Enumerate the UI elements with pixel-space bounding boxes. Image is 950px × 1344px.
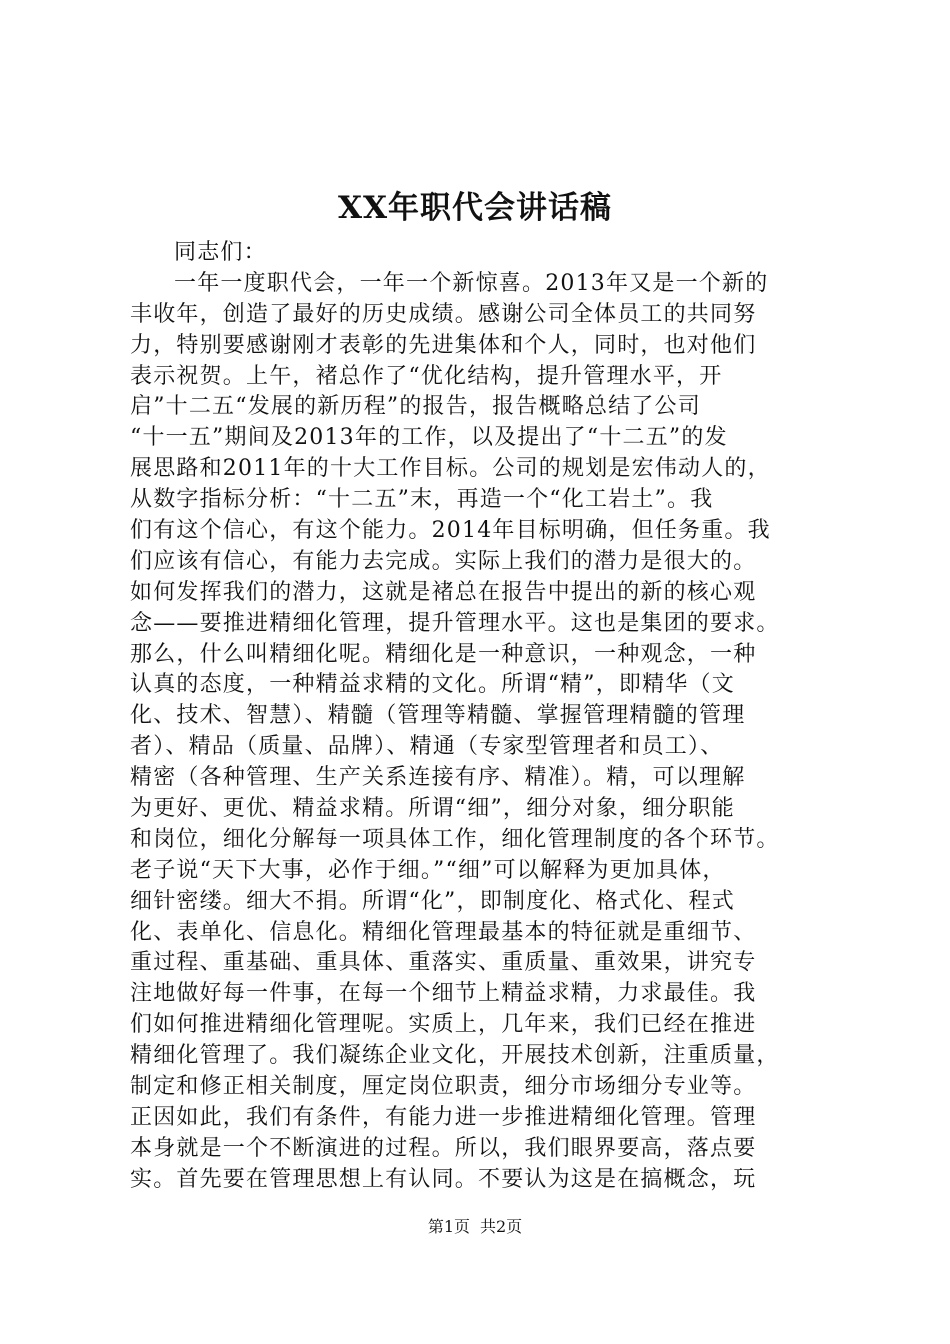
body-line: 精密（各种管理、生产关系连接有序、精准）。精，可以理解 [130, 765, 746, 791]
body-line: 实。首先要在管理思想上有认同。不要认为这是在搞概念，玩 [130, 1166, 757, 1192]
body-line: “十一五”期间及2013年的工作，以及提出了“十二五”的发 [130, 425, 728, 451]
body-line: 者）、精品（质量、品牌）、精通（专家型管理者和员工）、 [130, 734, 724, 760]
body-line: 如何发挥我们的潜力，这就是褚总在报告中提出的新的核心观 [130, 579, 757, 605]
body-line: 化、表单化、信息化。精细化管理最基本的特征就是重细节、 [130, 919, 757, 945]
body-line: 一年一度职代会，一年一个新惊喜。2013年又是一个新的 [174, 270, 769, 296]
body-line: 表示祝贺。上午，褚总作了“优化结构，提升管理水平，开 [130, 363, 723, 389]
body-line: 们应该有信心，有能力去完成。实际上我们的潜力是很大的。 [130, 548, 757, 574]
body-line: 本身就是一个不断演进的过程。所以，我们眼界要高，落点要 [130, 1135, 757, 1161]
body-line: 那么，什么叫精细化呢。精细化是一种意识，一种观念，一种 [130, 641, 757, 667]
document-body [130, 238, 830, 1196]
body-line: 制定和修正相关制度，厘定岗位职责，细分市场细分专业等。 [130, 1074, 757, 1100]
body-line: 认真的态度，一种精益求精的文化。所谓“精”，即精华（文 [130, 672, 735, 698]
body-line: 正因如此，我们有条件，有能力进一步推进精细化管理。管理 [130, 1104, 757, 1130]
body-line: 们有这个信心，有这个能力。2014年目标明确，但任务重。我 [130, 518, 771, 544]
salutation-line: 同志们： [174, 240, 267, 265]
body-line: 化、技术、智慧）、精髓（管理等精髓、掌握管理精髓的管理 [130, 703, 746, 729]
body-line: 从数字指标分析：“十二五”末，再造一个“化工岩土”。我 [130, 487, 714, 513]
body-line: 和岗位，细化分解每一项具体工作，细化管理制度的各个环节。 [130, 826, 780, 852]
body-line: 为更好、更优、精益求精。所谓“细”，细分对象，细分职能 [130, 796, 735, 822]
body-line: 精细化管理了。我们凝练企业文化，开展技术创新，注重质量， [130, 1043, 780, 1069]
body-line: 们如何推进精细化管理呢。实质上，几年来，我们已经在推进 [130, 1012, 757, 1038]
body-line: 丰收年，创造了最好的历史成绩。感谢公司全体员工的共同努 [130, 301, 757, 327]
body-line: 老子说“天下大事，必作于细。”“细”可以解释为更加具体， [130, 857, 726, 883]
body-line: 念——要推进精细化管理，提升管理水平。这也是集团的要求。 [130, 610, 780, 636]
body-line: 细针密缕。细大不捐。所谓“化”，即制度化、格式化、程式 [130, 888, 735, 914]
body-line: 启”十二五“发展的新历程”的报告，报告概略总结了公司 [130, 394, 701, 420]
document-title: XX年职代会讲话稿 [337, 190, 613, 226]
body-line: 注地做好每一件事，在每一个细节上精益求精，力求最佳。我 [130, 981, 757, 1007]
page-number: 第1页 [427, 1217, 470, 1236]
body-line: 力，特别要感谢刚才表彰的先进集体和个人，同时，也对他们 [130, 332, 757, 358]
body-line: 重过程、重基础、重具体、重落实、重质量、重效果，讲究专 [130, 950, 757, 976]
page-total: 共2页 [480, 1217, 523, 1236]
body-line: 展思路和2011年的十大工作目标。公司的规划是宏伟动人的， [130, 456, 771, 482]
page-footer [0, 1215, 950, 1239]
